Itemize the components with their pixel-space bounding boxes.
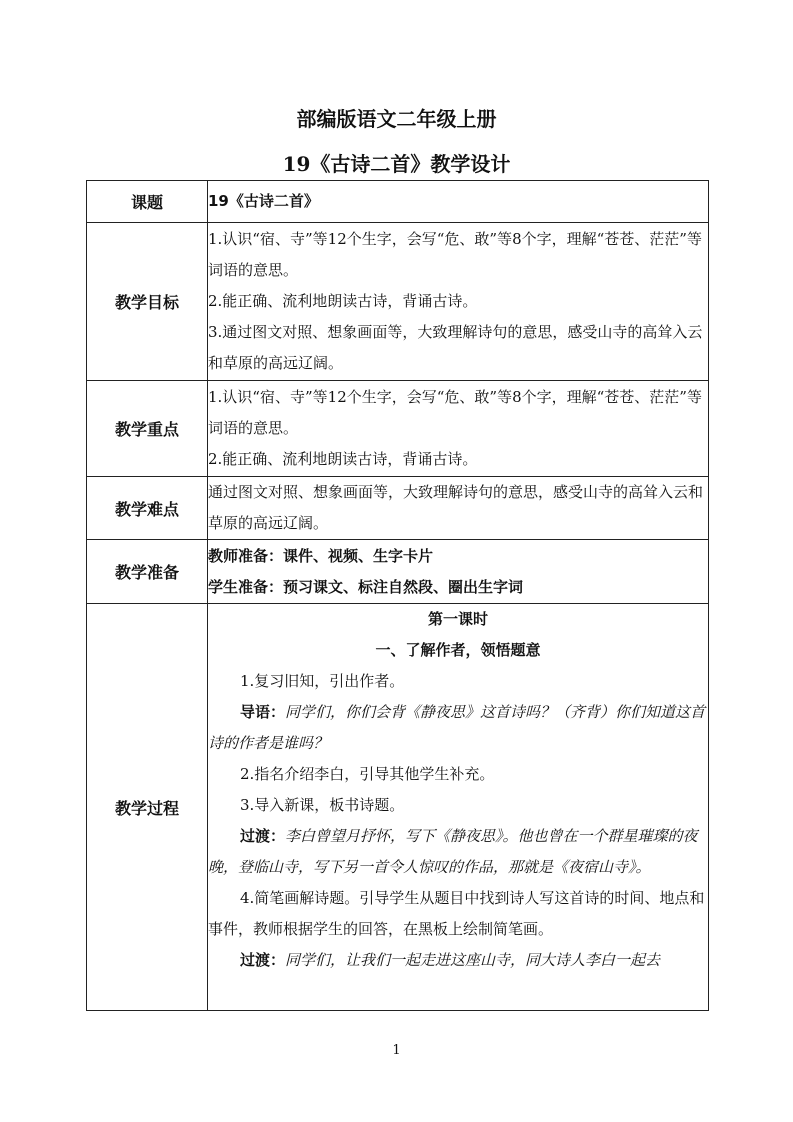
row-goals <box>87 223 709 381</box>
lesson-heading: 第一课时 <box>427 610 488 628</box>
difficulties-label: 教学难点 <box>87 477 208 540</box>
transition-paragraph-1 <box>208 821 708 883</box>
transition-text-2: 同学们，让我们一起走进这座山寺，同大诗人李白一起去 <box>285 951 661 969</box>
step-3: 3.导入新课，板书诗题。 <box>240 796 405 814</box>
preparation-cell <box>208 540 709 604</box>
teacher-preparation: 教师准备：课件、视频、生字卡片 <box>208 546 434 565</box>
process-cell <box>208 604 709 1011</box>
row-process <box>87 604 709 1011</box>
row-topic <box>87 181 709 223</box>
row-key-points <box>87 381 709 477</box>
transition-label-2: 过渡： <box>240 951 286 969</box>
difficulties-cell <box>208 477 709 540</box>
topic-cell <box>208 181 709 223</box>
section-heading: 一、了解作者，领悟题意 <box>375 641 541 659</box>
document-title: 部编版语文二年级上册 <box>296 107 497 131</box>
key-point-item: 1.认识“宿、寺”等12个生字，会写“危、敢”等8个字，理解“苍苍、茫茫”等词语的意思。 <box>208 388 702 437</box>
row-difficulties <box>87 477 709 540</box>
step-2: 2.指名介绍李白，引导其他学生补充。 <box>240 765 495 783</box>
transition-label-1: 过渡： <box>240 827 286 845</box>
key-points-label: 教学重点 <box>87 381 208 477</box>
process-label: 教学过程 <box>87 604 208 1011</box>
transition-text-1: 李白曾望月抒怀，写下《静夜思》。他也曾在一个群星璀璨的夜晚，登临山寺，写下另一首令人惊叹的作品，那就是《夜宿山寺》。 <box>208 827 698 876</box>
row-preparation <box>87 540 709 604</box>
student-preparation: 学生准备：预习课文、标注自然段、圈出生字词 <box>208 577 524 596</box>
goal-item: 3.通过图文对照、想象画面等，大致理解诗句的意思，感受山寺的高耸入云和草原的高远辽阔。 <box>208 323 703 372</box>
step-1: 1.复习旧知，引出作者。 <box>240 672 405 690</box>
key-points-cell <box>208 381 709 477</box>
step-4: 4.简笔画解诗题。引导学生从题目中找到诗人写这首诗的时间、地点和事件，教师根据学生的回答，在黑板上绘制简笔画。 <box>208 889 705 938</box>
document-subtitle: 19《古诗二首》教学设计 <box>282 152 511 176</box>
lesson-plan-table <box>86 180 709 1011</box>
transition-paragraph-2 <box>208 945 708 976</box>
guide-label: 导语： <box>240 703 286 721</box>
goal-item: 2.能正确、流利地朗读古诗，背诵古诗。 <box>208 292 478 310</box>
key-point-item: 2.能正确、流利地朗读古诗，背诵古诗。 <box>208 450 478 468</box>
guide-paragraph <box>208 697 708 759</box>
topic-label: 课题 <box>87 181 208 223</box>
goal-item: 1.认识“宿、寺”等12个生字，会写“危、敢”等8个字，理解“苍苍、茫茫”等词语的意思。 <box>208 230 702 279</box>
page-number: 1 <box>392 1043 401 1058</box>
topic-value: 19《古诗二首》 <box>208 192 319 210</box>
preparation-label: 教学准备 <box>87 540 208 604</box>
goals-label: 教学目标 <box>87 223 208 381</box>
guide-text: 同学们，你们会背《静夜思》这首诗吗？（齐背）你们知道这首诗的作者是谁吗？ <box>208 703 706 752</box>
goals-cell <box>208 223 709 381</box>
difficulties-text: 通过图文对照、想象画面等，大致理解诗句的意思，感受山寺的高耸入云和草原的高远辽阔。 <box>208 483 704 532</box>
